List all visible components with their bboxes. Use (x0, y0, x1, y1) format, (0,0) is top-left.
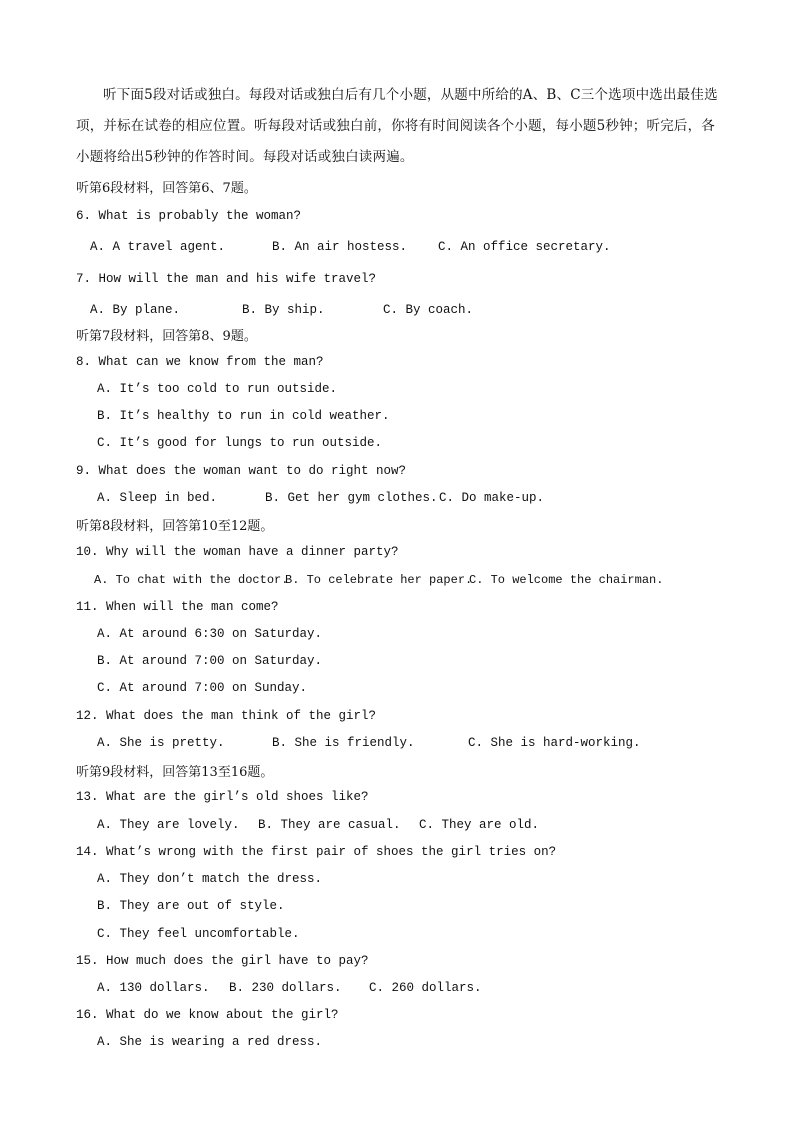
option-8a: A. It’s too cold to run outside. (97, 382, 338, 396)
question-7: 7. How will the man and his wife travel? (76, 272, 377, 286)
option-6a: A. A travel agent. (90, 240, 226, 254)
option-11c: C. At around 7:00 on Sunday. (97, 681, 308, 695)
section-heading-6: 听第6段材料，回答第6、7题。 (76, 181, 257, 196)
option-14c: C. They feel uncomfortable. (97, 927, 300, 941)
question-11: 11. When will the man come? (76, 600, 279, 614)
question-10: 10. Why will the woman have a dinner party? (76, 545, 399, 559)
question-9: 9. What does the woman want to do right now? (76, 464, 407, 478)
options-10 (94, 573, 664, 587)
option-7c: C. By coach. (383, 303, 474, 317)
option-10b: B. To celebrate her paper. (285, 573, 473, 587)
option-9a: A. Sleep in bed. (97, 491, 218, 505)
option-12c: C. She is hard-working. (468, 736, 641, 750)
option-15c: C. 260 dollars. (369, 981, 482, 995)
instructions-paragraph: 听下面5段对话或独白。每段对话或独白后有几个小题，从题中所给的A、B、C三个选项中选出最佳选项，并标在试卷的相应位置。听每段对话或独白前，你将有时间阅读各个小题，每小题5秒钟；听完后，各小题将给出5秒钟的作答时间。每段对话或独白读两遍。 (76, 87, 718, 165)
options-15 (97, 981, 482, 995)
section-heading-7: 听第7段材料，回答第8、9题。 (76, 329, 257, 344)
option-14b: B. They are out of style. (97, 899, 285, 913)
option-8b: B. It’s healthy to run in cold weather. (97, 409, 390, 423)
option-11b: B. At around 7:00 on Saturday. (97, 654, 323, 668)
option-7a: A. By plane. (90, 303, 181, 317)
question-16: 16. What do we know about the girl? (76, 1008, 339, 1022)
option-6c: C. An office secretary. (438, 240, 611, 254)
option-10c: C. To welcome the chairman. (469, 573, 664, 587)
option-6b: B. An air hostess. (272, 240, 408, 254)
option-14a: A. They don’t match the dress. (97, 872, 323, 886)
option-15a: A. 130 dollars. (97, 981, 210, 995)
question-8: 8. What can we know from the man? (76, 355, 324, 369)
option-11a: A. At around 6:30 on Saturday. (97, 627, 323, 641)
question-12: 12. What does the man think of the girl? (76, 709, 377, 723)
options-13 (97, 818, 540, 832)
options-7 (90, 303, 474, 317)
option-15b: B. 230 dollars. (229, 981, 342, 995)
options-9 (97, 491, 545, 505)
options-6 (90, 240, 611, 254)
option-9b: B. Get her gym clothes. (265, 491, 438, 505)
section-heading-8: 听第8段材料，回答第10至12题。 (76, 519, 274, 534)
section-heading-9: 听第9段材料，回答第13至16题。 (76, 765, 274, 780)
option-9c: C. Do make-up. (439, 491, 545, 505)
options-12 (97, 736, 641, 750)
option-13b: B. They are casual. (258, 818, 401, 832)
option-12a: A. She is pretty. (97, 736, 225, 750)
option-16a: A. She is wearing a red dress. (97, 1035, 323, 1049)
option-12b: B. She is friendly. (272, 736, 415, 750)
option-13a: A. They are lovely. (97, 818, 240, 832)
option-10a: A. To chat with the doctor. (94, 573, 289, 587)
question-6: 6. What is probably the woman? (76, 209, 302, 223)
option-13c: C. They are old. (419, 818, 540, 832)
option-8c: C. It’s good for lungs to run outside. (97, 436, 383, 450)
question-15: 15. How much does the girl have to pay? (76, 954, 369, 968)
question-14: 14. What’s wrong with the first pair of shoes the girl tries on? (76, 845, 557, 859)
question-13: 13. What are the girl’s old shoes like? (76, 790, 369, 804)
option-7b: B. By ship. (242, 303, 325, 317)
